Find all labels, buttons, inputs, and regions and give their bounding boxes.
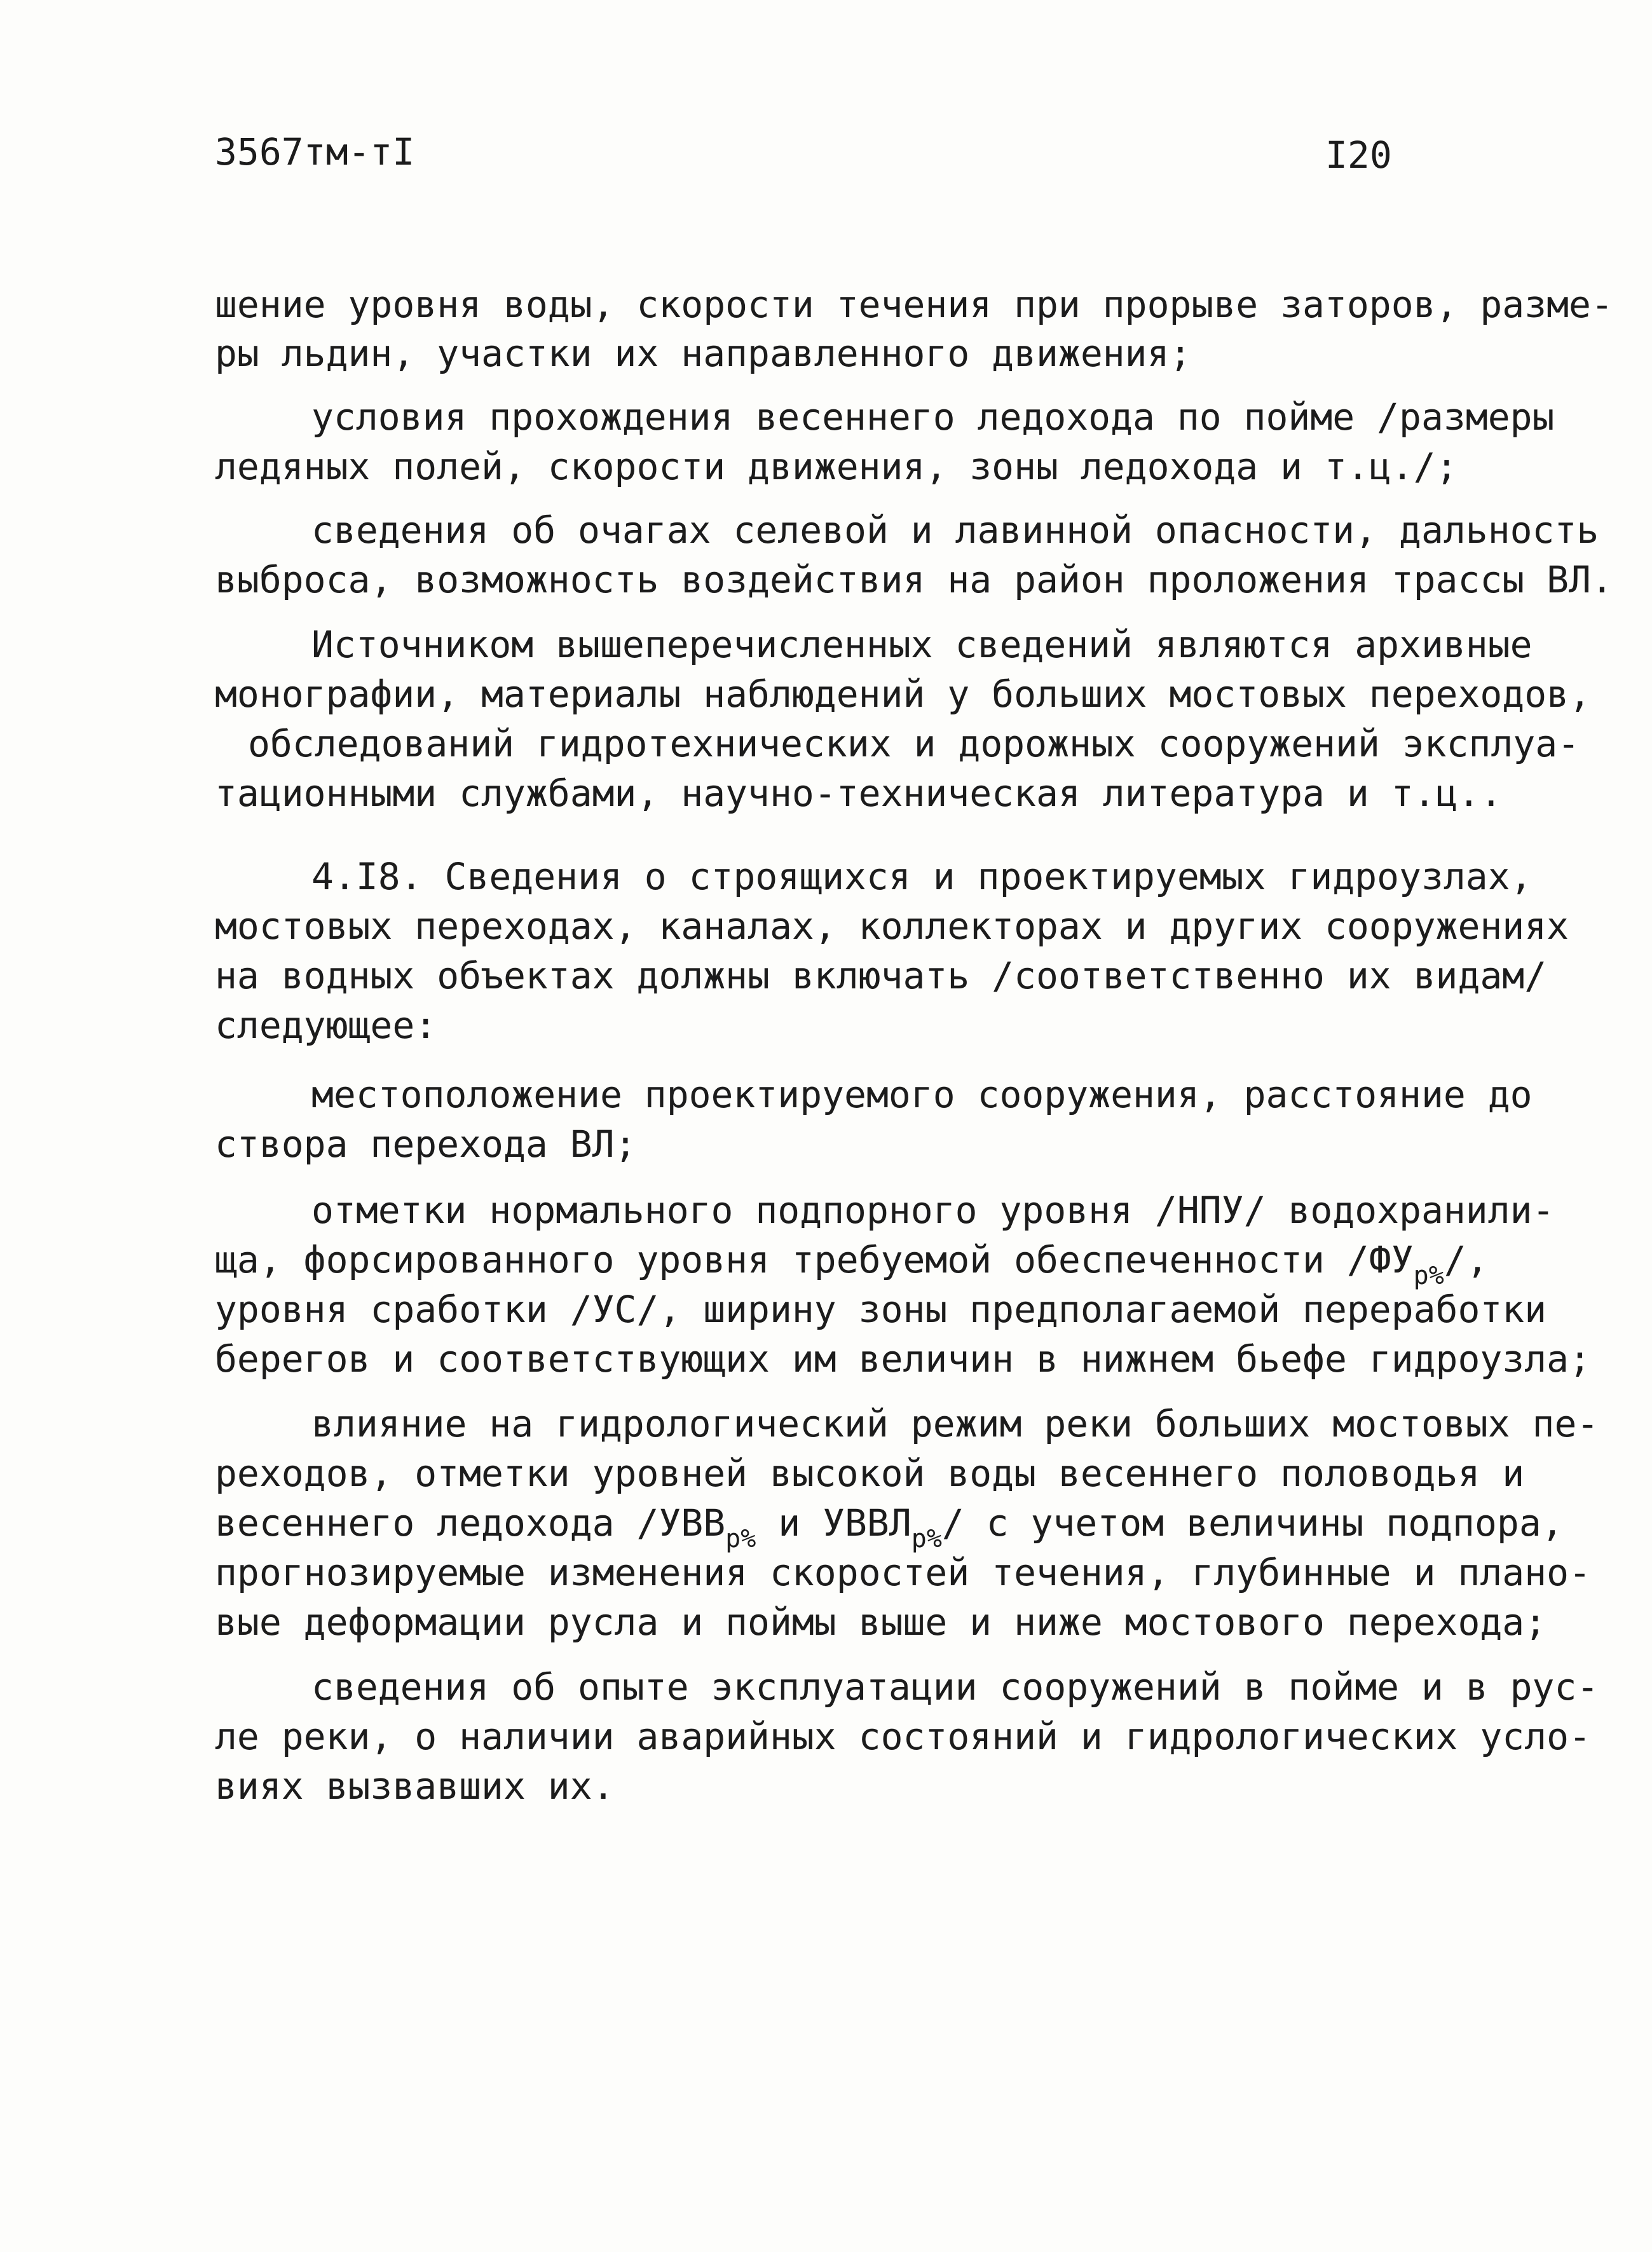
text-line: прогнозируемые изменения скоростей течения, глубинные и плано-: [215, 1551, 1591, 1594]
subscript: р%: [725, 1524, 756, 1553]
text-line: уровня сработки /УС/, ширину зоны предполагаемой переработки: [215, 1288, 1547, 1331]
text-line: ща, форсированного уровня требуемой обеспеченности $/ФУ_{р\%}/$,: [215, 1238, 1489, 1290]
text-line: вые деформации русла и поймы выше и ниже мостового перехода;: [215, 1600, 1547, 1644]
text-line: следующее:: [215, 1004, 437, 1047]
text-line: 4.I8. Сведения о строящихся и проектируемых гидроузлах,: [311, 855, 1533, 898]
text-line: сведения об очагах селевой и лавинной опасности, дальность: [311, 508, 1599, 552]
subscript: р%: [1413, 1261, 1444, 1290]
subscript: р%: [911, 1524, 942, 1553]
text-line: ле реки, о наличии аварийных состояний и гидрологических усло-: [215, 1715, 1591, 1758]
text-line: влияние на гидрологический режим реки больших мостовых пе-: [311, 1402, 1599, 1445]
text-line: реходов, отметки уровней высокой воды весеннего половодья и: [215, 1452, 1525, 1495]
text-line: ры льдин, участки их направленного движения;: [215, 332, 1192, 375]
text-line: тационными службами, научно-техническая литература и т.ц..: [215, 772, 1503, 815]
text-line: створа перехода ВЛ;: [215, 1123, 637, 1166]
text-line: обследований гидротехнических и дорожных сооружений эксплуа-: [248, 722, 1580, 765]
text-line: мостовых переходах, каналах, коллекторах и других сооружениях: [215, 904, 1569, 948]
text-line: местоположение проектируемого сооружения, расстояние до: [311, 1073, 1533, 1116]
text-line: Источником вышеперечисленных сведений являются архивные: [311, 623, 1533, 666]
text-line: сведения об опыте эксплуатации сооружений в пойме и в рус-: [311, 1665, 1599, 1709]
page-number: I20: [1325, 133, 1392, 177]
text-line: весеннего ледохода $/УВВ_{р\%}$ и $УВВЛ_{р\%}/$ с учетом величины подпора,: [215, 1501, 1564, 1553]
text-line: условия прохождения весеннего ледохода по пойме /размеры: [311, 395, 1555, 439]
text-line: шение уровня воды, скорости течения при прорыве заторов, разме-: [215, 283, 1613, 326]
document-code: 3567тм-тI: [215, 130, 415, 174]
text-line: выброса, возможность воздействия на район проложения трассы ВЛ.: [215, 558, 1613, 601]
text-line: на водных объектах должны включать /соответственно их видам/: [215, 954, 1547, 997]
text-line: монографии, материалы наблюдений у больших мостовых переходов,: [215, 672, 1591, 716]
text-line: отметки нормального подпорного уровня /НПУ/ водохранили-: [311, 1189, 1555, 1232]
text-line: виях вызвавших их.: [215, 1764, 615, 1808]
text-line: ледяных полей, скорости движения, зоны ледохода и т.ц./;: [215, 445, 1458, 488]
text-line: берегов и соответствующих им величин в нижнем бьефе гидроузла;: [215, 1337, 1591, 1381]
